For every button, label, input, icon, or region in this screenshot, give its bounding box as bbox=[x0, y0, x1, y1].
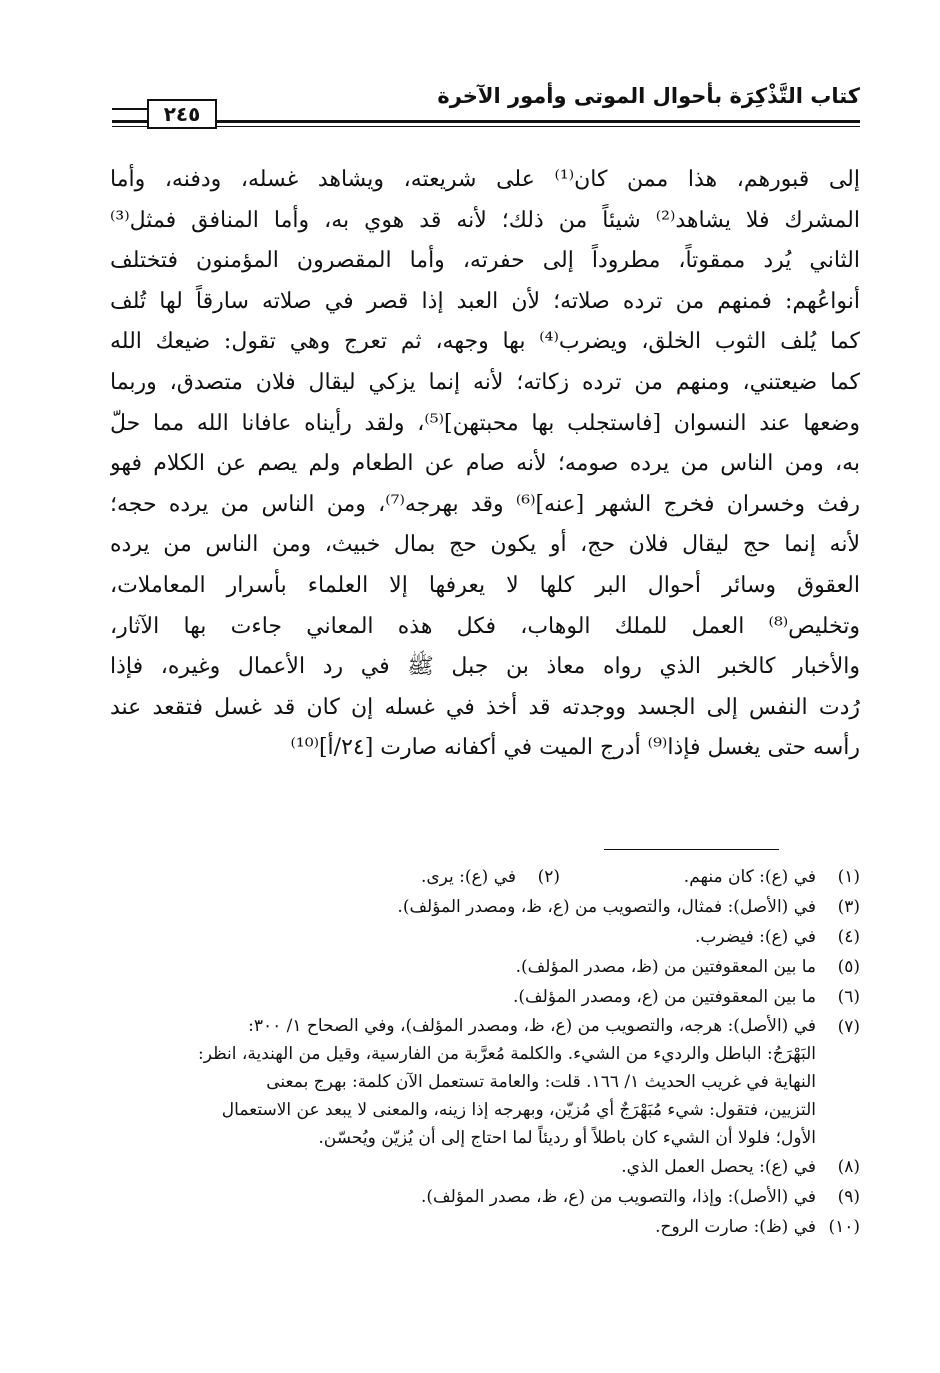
text-line: وضعها عند النسوان [فاستجلب بها محبتهن]⁽⁵⁾، ولقد رأيناه عافانا الله مما حلّ bbox=[110, 410, 860, 436]
footnote-text: في (ظ): صارت الروح. bbox=[655, 1217, 816, 1237]
footnote-line: النهاية في غريب الحديث ١/ ١٦٦. قلت: والعامة تستعمل الآن كلمة: بهرج بمعنى bbox=[266, 1072, 816, 1092]
footnote-line: البَهْرَجُ: الباطل والرديء من الشيء. والكلمة مُعرَّبة من الفارسية، وقيل من الهندية، انظر: bbox=[198, 1044, 816, 1064]
footnote-10 bbox=[110, 1212, 860, 1242]
footnote-9 bbox=[110, 1182, 860, 1212]
header-rule-thin bbox=[112, 126, 860, 127]
text-line: أنواعُهم: فمنهم من ترده صلاته؛ لأن العبد إذا قصر في صلاته سارقاً لها تُلف bbox=[110, 288, 860, 314]
header-rule bbox=[112, 120, 860, 123]
page-number-ornament bbox=[112, 108, 147, 122]
footnote-number: (٤) bbox=[837, 927, 860, 947]
footnote-text: ما بين المعقوفتين من (ظ، مصدر المؤلف). bbox=[515, 957, 816, 977]
text-line: كما ضيعتني، ومنهم من ترده زكاته؛ لأنه إنما يزكي ليقال فلان متصدق، وربما bbox=[110, 369, 860, 395]
footnote-line: الأول؛ فلولا أن الشيء كان باطلاً أو رديئاً لما احتاج إلى أن يُزيّن ويُحسّن. bbox=[318, 1128, 816, 1148]
text-line: رفث وخسران فخرج الشهر [عنه]⁽⁶⁾ وقد بهرجه⁽⁷⁾، ومن الناس من يرده حجه؛ bbox=[110, 491, 860, 517]
text-line: الثاني يُرد ممقوتاً، مطروداً إلى حفرته، وأما المقصرون المؤمنون فتختلف bbox=[110, 248, 860, 274]
footnote-text: في (الأصل): فمثال، والتصويب من (ع، ظ، ومصدر المؤلف). bbox=[397, 897, 816, 917]
main-text bbox=[110, 160, 860, 769]
footnote-5 bbox=[110, 952, 860, 982]
text-line: المشرك فلا يشاهد⁽²⁾ شيئاً من ذلك؛ لأنه قد هوي به، وأما المنافق فمثل⁽³⁾ bbox=[110, 207, 860, 233]
footnote-number: (٨) bbox=[837, 1157, 860, 1177]
text-line: والأخبار كالخبر الذي رواه معاذ بن جبل ﷺ في رد الأعمال وغيره، فإذا bbox=[110, 654, 860, 680]
text-line: وتخليص⁽⁸⁾ العمل للملك الوهاب، فكل هذه المعاني جاءت بها الآثار، bbox=[110, 613, 860, 639]
footnote-text: في (ع): يحصل العمل الذي. bbox=[621, 1157, 816, 1177]
footnote-7 bbox=[110, 1012, 860, 1152]
footnote-text: في (الأصل): وإذا، والتصويب من (ع، ظ، مصدر المؤلف). bbox=[421, 1187, 816, 1207]
footnote-1 bbox=[560, 862, 860, 892]
footnote-number: (٩) bbox=[837, 1187, 860, 1207]
footnote-2 bbox=[421, 862, 560, 892]
footnote-text bbox=[110, 1012, 816, 1152]
footnote-text: في (ع): يرى. bbox=[420, 867, 516, 887]
footnote-separator bbox=[604, 849, 779, 850]
footnote-text: في (ع): فيضرب. bbox=[694, 927, 816, 947]
text-line: رأسه حتى يغسل فإذا⁽⁹⁾ أدرج الميت في أكفانه صارت [٢٤/أ]⁽¹⁰⁾ bbox=[290, 735, 860, 761]
footnote-6 bbox=[110, 982, 860, 1012]
footnote-number: (٥) bbox=[837, 957, 860, 977]
text-line: كما يُلف الثوب الخلق، ويضرب⁽⁴⁾ بها وجهه، ثم تعرج وهي تقول: ضيعك الله bbox=[110, 329, 860, 355]
text-line: العقوق وسائر أحوال البر كلها لا يعرفها إلا العلماء بأسرار المعاملات، bbox=[110, 572, 860, 598]
footnote-line: التزيين، فتقول: شيء مُبَهْرَجٌ أي مُزيّن، وبهرجه إذا زينه، والمعنى لا يبعد عن الاستعمال bbox=[221, 1100, 816, 1120]
text-line: به، ومن الناس من يرده صومه؛ لأنه صام عن الطعام ولم يصم عن الكلام فهو bbox=[110, 451, 860, 477]
footnote-number: (١) bbox=[837, 867, 860, 887]
footnote-3 bbox=[110, 892, 860, 922]
footnote-line: في (الأصل): هرجه، والتصويب من (ع، ظ، ومصدر المؤلف)، وفي الصحاح ١/ ٣٠٠: bbox=[248, 1016, 816, 1036]
page-number: ٢٤٥ bbox=[147, 99, 217, 129]
running-header-title: كتاب التَّذْكِرَة بأحوال الموتى وأمور الآخرة bbox=[437, 84, 860, 108]
text-line: إلى قبورهم، هذا ممن كان⁽¹⁾ على شريعته، ويشاهد غسله، ودفنه، وأما bbox=[110, 167, 860, 192]
text-line: رُدت النفس إلى الجسد ووجدته قد أخذ في غسله إن كان قد غسل فتقعد عند bbox=[110, 694, 860, 720]
footnote-row bbox=[110, 862, 860, 892]
footnote-number: (٦) bbox=[837, 987, 860, 1007]
footnote-text: ما بين المعقوفتين من (ع، ومصدر المؤلف). bbox=[513, 987, 816, 1007]
footnote-number: (٣) bbox=[837, 897, 860, 917]
footnote-8 bbox=[110, 1152, 860, 1182]
text-line: لأنه إنما حج ليقال فلان حج، أو يكون حج بمال خبيث، ومن الناس من يرده bbox=[110, 532, 860, 558]
footnote-number: (٢) bbox=[537, 867, 560, 887]
footnotes bbox=[110, 862, 860, 1242]
footnote-number: (١٠) bbox=[828, 1217, 860, 1237]
footnote-text: في (ع): كان منهم. bbox=[683, 867, 816, 887]
footnote-4 bbox=[110, 922, 860, 952]
footnote-number: (٧) bbox=[837, 1017, 860, 1037]
